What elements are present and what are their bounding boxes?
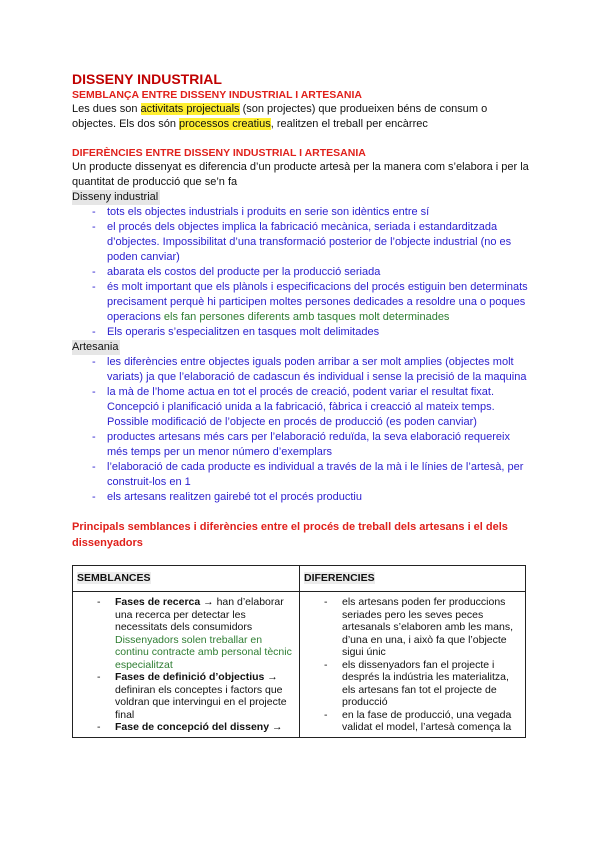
table-list-item: - els dissenyadors fan el projecte i després la indústria les materialitza, els artesans fan tot el projecte de producció — [304, 659, 521, 709]
differences-intro: Un producte dissenyat es diferencia d’un producte artesà per la manera com s’elabora i per la quantitat de producció que se’n fa — [72, 161, 529, 188]
section-heading-similarity: SEMBLANÇA ENTRE DISSENY INDUSTRIAL I ARTESANIA — [72, 89, 362, 101]
list-item-text: és molt important que els plànols i especificacions del procés estiguin ben determinats precisament perquè hi participen moltes persones dedicades a resoldre una o poques operacions — [107, 281, 528, 323]
table-list-item: - Fases de recerca → han d’elaborar una recerca per detectar les necessitats dels consumidors Dissenyadors solen treballar en continu contracte amb personal tècnic especialitzat — [77, 596, 295, 671]
table-list-item: - Fase de concepció del disseny → — [77, 721, 295, 734]
table-list-item: - els artesans poden fer produccions seriades pero les seves peces artesanals s’elaboren amb les mans, d’una en una, i això fa que l’objecte sigui únic — [304, 596, 521, 659]
list-item: - productes artesans més cars per l’elaboració reduïda, la seva elaboració requereix més temps per un menor número d’exemplars — [72, 430, 530, 460]
list-item: - la mà de l’home actua en tot el procés de creació, podent variar el resultat fixat. Concepció i planificació unida a la fabricació, fàbrica i creacció al mateix temps. Possible modificació de l’objecte en procés de producció (es poden canviar) — [72, 385, 530, 430]
document-page — [72, 70, 530, 738]
design-list — [72, 205, 530, 340]
table-cell-differences — [300, 592, 526, 738]
table-item-note: Dissenyadors solen treballar en continu contracte amb personal tècnic especialitzat — [115, 633, 292, 671]
highlight-projectual: activitats projectuals — [140, 103, 240, 115]
list-item: - les diferències entre objectes iguals poden arribar a ser molt amplies (objectes molt variats) ja que l’elaboració de cadascun és individual i sense la precisió de la maquina — [72, 355, 530, 385]
similarity-text-b: (son projectes) que produeixen béns de consum o objectes. Els dos són — [72, 103, 488, 130]
list-item: - Els operaris s’especialitzen en tasques molt delimitades — [72, 325, 530, 340]
list-item-note: els fan persones diferents amb tasques molt determinades — [163, 311, 450, 323]
list-item: - els artesans realitzen gairebé tot el procés productiu — [72, 490, 530, 505]
section-heading-differences: DIFERÈNCIES ENTRE DISSENY INDUSTRIAL I ARTESANIA — [72, 147, 366, 159]
table-list-item: - Fases de definició d’objectius → definiran els conceptes i factors que voldran que intervingui en el projecte final — [77, 671, 295, 721]
craft-list — [72, 355, 530, 505]
design-label: Disseny industrial — [72, 191, 159, 203]
list-item — [72, 280, 530, 325]
highlight-creative: processos creatius — [179, 118, 271, 130]
table-cell-similarities — [73, 592, 300, 738]
similarity-paragraph — [72, 102, 530, 132]
craft-label: Artesania — [72, 341, 119, 353]
table-header-differences: DIFERENCIES — [300, 566, 526, 592]
list-item: - tots els objectes industrials i produits en serie son idèntics entre sí — [72, 205, 530, 220]
section-heading-comparison: Principals semblances i diferències entre el procés de treball dels artesans i el dels dissenyadors — [72, 521, 508, 549]
table-list-item: - en la fase de producció, una vegada validat el model, l’artesà comença la — [304, 709, 521, 734]
document-title: DISSENY INDUSTRIAL — [72, 71, 222, 87]
list-item: - abarata els costos del producte per la producció seriada — [72, 265, 530, 280]
list-item: - el procés dels objectes implica la fabricació mecànica, seriada i estandarditzada d’objectes. Impossibilitat d’una transformació posterior de l’objecte industrial (no es poden canviar) — [72, 220, 530, 265]
table-header-similarities: SEMBLANCES — [73, 566, 300, 592]
similarity-text-a: Les dues son — [72, 103, 141, 115]
comparison-table — [72, 565, 526, 738]
similarity-text-c: , realitzen el treball per encàrrec — [270, 118, 428, 130]
list-item: - l’elaboració de cada producte es individual a través de la mà i le línies de l’artesà, per construit-los en 1 — [72, 460, 530, 490]
